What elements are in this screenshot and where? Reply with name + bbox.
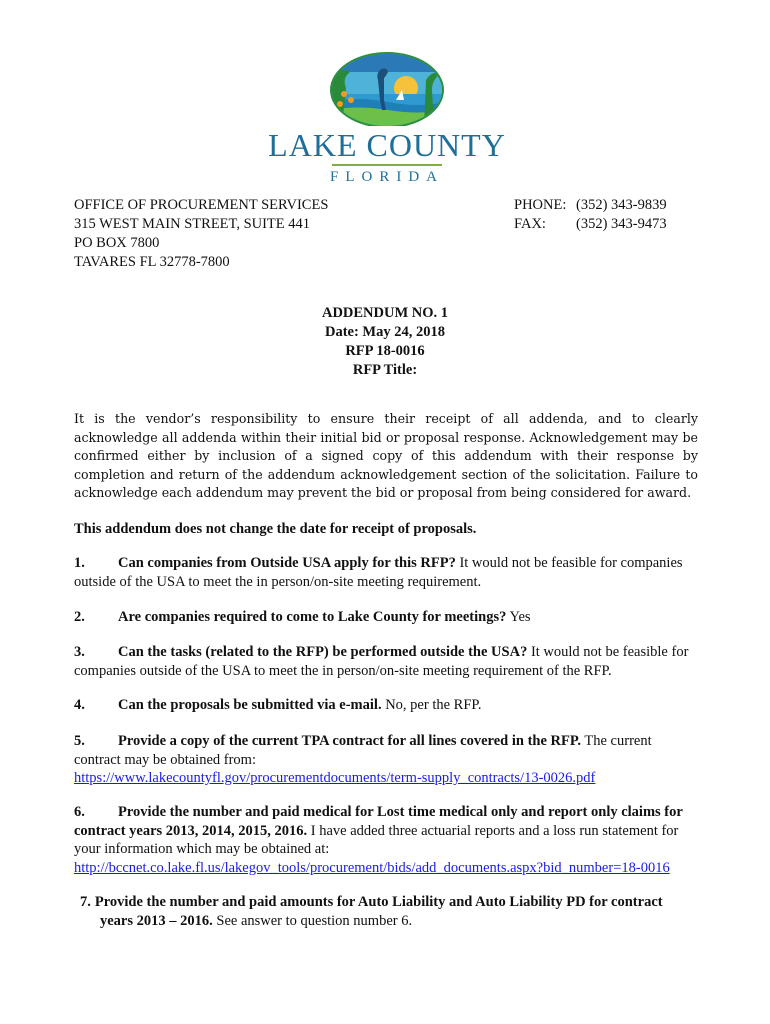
street-address: 315 WEST MAIN STREET, SUITE 441 bbox=[74, 216, 311, 232]
tpa-contract-link[interactable]: https://www.lakecountyfl.gov/procurementdocuments/term-supply_contracts/13-0026.pdf bbox=[74, 770, 596, 786]
question-text: Provide the number and paid medical for Lost time medical only and report only claims for contract years 2013, 2014, 2015, 2016. bbox=[74, 804, 683, 839]
answer-text: The current contract may be obtained from: bbox=[74, 733, 652, 768]
phone-label: PHONE: bbox=[514, 197, 567, 213]
rfp-number: RFP 18-0016 bbox=[345, 343, 425, 359]
question-text: Provide a copy of the current TPA contract for all lines covered in the RFP. bbox=[118, 733, 582, 749]
question-5 bbox=[74, 732, 698, 788]
question-4 bbox=[74, 696, 698, 715]
question-number: 7. bbox=[80, 894, 91, 910]
po-box: PO BOX 7800 bbox=[74, 235, 160, 251]
county-name: LAKE COUNTY bbox=[268, 127, 506, 163]
question-2 bbox=[74, 608, 698, 627]
phone-number: (352) 343-9839 bbox=[576, 197, 667, 213]
fax-number: (352) 343-9473 bbox=[576, 216, 667, 232]
question-number: 2. bbox=[74, 609, 85, 625]
question-text: Can the tasks (related to the RFP) be performed outside the USA? bbox=[118, 644, 528, 660]
addendum-date: Date: May 24, 2018 bbox=[324, 324, 445, 340]
question-text-continued: years 2013 – 2016. bbox=[100, 912, 213, 929]
lake-county-logo bbox=[262, 50, 512, 190]
receipt-date-notice: This addendum does not change the date for receipt of proposals. bbox=[74, 521, 477, 537]
addendum-number: ADDENDUM NO. 1 bbox=[321, 305, 449, 321]
question-number: 6. bbox=[74, 804, 85, 820]
answer-text: I have added three actuarial reports and a loss run statement for your information which may be obtained at: bbox=[74, 822, 679, 857]
logo-divider bbox=[332, 164, 442, 166]
question-text: Are companies required to come to Lake County for meetings? bbox=[118, 609, 507, 625]
fax-label: FAX: bbox=[514, 216, 546, 232]
actuarial-reports-link[interactable]: http://bccnet.co.lake.fl.us/lakegov_tools/procurement/bids/add_documents.aspx?bid_number=18-0016 bbox=[74, 859, 670, 876]
answer-text: Yes bbox=[509, 609, 531, 625]
office-address bbox=[74, 196, 328, 272]
answer-text: No, per the RFP. bbox=[385, 697, 482, 713]
question-7 bbox=[80, 893, 700, 930]
intro-paragraph: It is the vendor’s responsibility to ensure their receipt of all addenda, and to clearly acknowledge all addenda within their initial bid or proposal response. Acknowledgement may be confirmed either by inclusion of a signed copy of this addendum with their response by completion and return of the addendum acknowledgement section of the solicitation. Failure to acknowledge each addendum may prevent the bid or proposal from being considered for award. bbox=[74, 411, 698, 500]
question-number: 4. bbox=[74, 697, 85, 713]
answer-text: See answer to question number 6. bbox=[216, 912, 413, 929]
question-number: 1. bbox=[74, 555, 85, 571]
addendum-heading bbox=[0, 304, 770, 380]
question-1 bbox=[74, 554, 698, 591]
county-seal-icon bbox=[328, 50, 446, 126]
contact-info bbox=[514, 196, 667, 234]
question-text: Provide the number and paid amounts for Auto Liability and Auto Liability PD for contract bbox=[94, 894, 663, 910]
question-3 bbox=[74, 643, 698, 680]
rfp-title: RFP Title: bbox=[352, 362, 418, 378]
answer-text: It would not be feasible for companies outside of the USA to meet the in person/on-site meeting requirement. bbox=[74, 555, 683, 590]
answer-text: It would not be feasible for companies outside of the USA to meet the in person/on-site meeting requirement of the RFP. bbox=[74, 644, 689, 679]
question-6 bbox=[74, 803, 698, 877]
office-name: OFFICE OF PROCUREMENT SERVICES bbox=[74, 197, 329, 213]
question-number: 5. bbox=[74, 733, 85, 749]
question-text: Can companies from Outside USA apply for this RFP? bbox=[118, 555, 456, 571]
question-text: Can the proposals be submitted via e-mail. bbox=[118, 697, 382, 713]
city-state-zip: TAVARES FL 32778-7800 bbox=[74, 254, 230, 270]
question-number: 3. bbox=[74, 644, 85, 660]
state-name: FLORIDA bbox=[329, 169, 444, 185]
